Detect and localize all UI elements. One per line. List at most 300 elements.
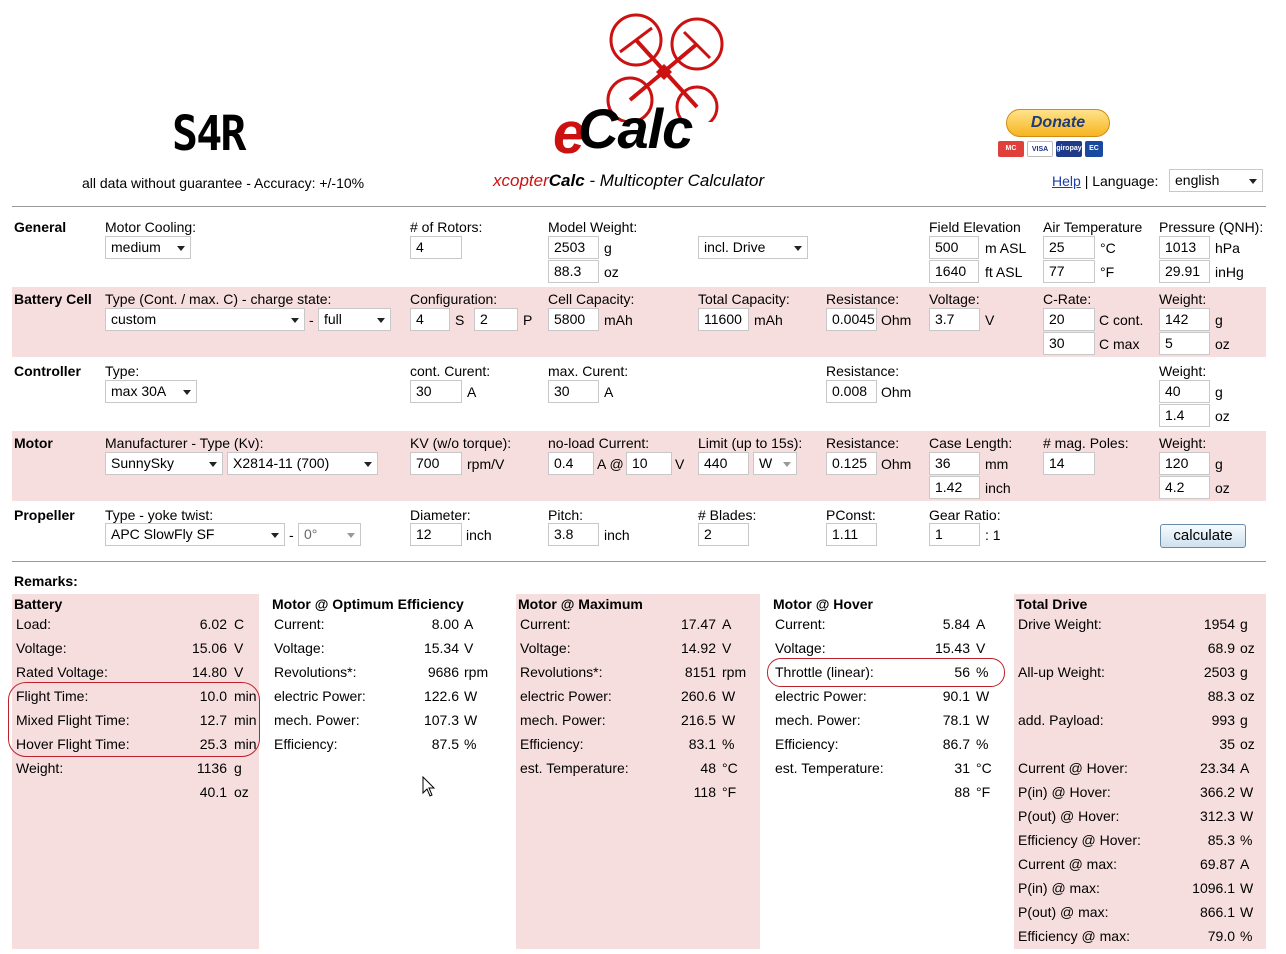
- result-row: [771, 736, 1007, 760]
- result-value: 1954: [1203, 616, 1235, 632]
- controller-weight-oz-input[interactable]: 1.4: [1159, 404, 1210, 427]
- result-unit: W: [976, 712, 990, 728]
- unit-a: A: [604, 384, 614, 400]
- gear-ratio-label: Gear Ratio:: [929, 507, 1001, 523]
- result-unit: %: [976, 664, 989, 680]
- result-row: [270, 688, 506, 712]
- result-row: [771, 688, 1007, 712]
- controller-resistance-input[interactable]: 0.008: [826, 380, 877, 403]
- model-weight-g-input[interactable]: 2503: [548, 236, 599, 259]
- result-value: 40.1: [199, 784, 227, 800]
- payment-cards: [998, 141, 1103, 157]
- crate-max-input[interactable]: 30: [1043, 332, 1095, 355]
- motor-weight-label: Weight:: [1159, 435, 1207, 451]
- result-unit: A: [464, 616, 474, 632]
- max-current-label: max. Curent:: [548, 363, 629, 379]
- result-row: [270, 640, 506, 664]
- result-value: 88: [954, 784, 970, 800]
- pitch-label: Pitch:: [548, 507, 584, 523]
- result-unit: A: [976, 616, 986, 632]
- gear-ratio-suffix: : 1: [985, 527, 1001, 543]
- motor-manufacturer-label: Manufacturer - Type (Kv):: [105, 435, 264, 451]
- brand-calc-text: Calc: [578, 97, 693, 160]
- motor-type-select[interactable]: [227, 452, 378, 475]
- unit-ohm: Ohm: [881, 384, 912, 400]
- result-value: 107.3: [423, 712, 459, 728]
- result-value: 9686: [427, 664, 459, 680]
- result-unit: W: [464, 712, 478, 728]
- result-unit: °C: [976, 760, 992, 776]
- rotors-input[interactable]: 4: [410, 236, 462, 259]
- battery-resistance-input[interactable]: 0.0045: [826, 308, 877, 331]
- result-unit: V: [234, 664, 244, 680]
- result-unit: °C: [722, 760, 738, 776]
- unit-oz: oz: [1215, 408, 1230, 424]
- result-unit: min: [234, 688, 257, 704]
- hover-panel-title: Motor @ Hover: [773, 596, 873, 612]
- result-label: Voltage:: [520, 640, 571, 656]
- air-temp-f-input[interactable]: 77: [1043, 260, 1095, 283]
- unit-oz: oz: [1215, 480, 1230, 496]
- result-label: Voltage:: [775, 640, 826, 656]
- result-row: [1014, 760, 1266, 784]
- result-unit: %: [1240, 832, 1253, 848]
- result-unit: g: [1240, 712, 1248, 728]
- model-weight-oz-input[interactable]: 88.3: [548, 260, 599, 283]
- result-unit: W: [1240, 904, 1254, 920]
- result-unit: W: [722, 688, 736, 704]
- result-label: Current:: [274, 616, 325, 632]
- result-label: Efficiency @ max:: [1018, 928, 1130, 944]
- result-row: [12, 640, 259, 664]
- result-value: 15.06: [191, 640, 227, 656]
- limit-label: Limit (up to 15s):: [698, 435, 803, 451]
- help-language-area: [1052, 173, 1158, 189]
- unit-oz: oz: [1215, 336, 1230, 352]
- total-capacity-input[interactable]: 11600: [698, 308, 749, 331]
- result-label: Revolutions*:: [520, 664, 603, 680]
- result-value: 14.92: [680, 640, 716, 656]
- result-row: [1014, 640, 1266, 664]
- rotors-label: # of Rotors:: [410, 219, 483, 235]
- result-value: 17.47: [680, 616, 716, 632]
- unit-mah: mAh: [604, 312, 633, 328]
- model-weight-label: Model Weight:: [548, 219, 638, 235]
- donate-button[interactable]: Donate: [1006, 109, 1110, 137]
- result-value: 31: [954, 760, 970, 776]
- result-value: 366.2: [1199, 784, 1235, 800]
- gear-ratio-input[interactable]: 1: [929, 523, 980, 546]
- help-link[interactable]: Help: [1052, 173, 1081, 189]
- result-value: 8.00: [431, 616, 459, 632]
- unit-oz: oz: [604, 264, 619, 280]
- controller-resistance-label: Resistance:: [826, 363, 900, 379]
- mouse-cursor-icon: [422, 776, 438, 798]
- chevron-down-icon: [347, 533, 355, 538]
- result-row: [516, 736, 760, 760]
- pconst-label: PConst:: [826, 507, 876, 523]
- prop-type-select[interactable]: [105, 523, 285, 546]
- result-row: [270, 736, 506, 760]
- result-label: Voltage:: [16, 640, 67, 656]
- result-label: est. Temperature:: [520, 760, 629, 776]
- result-unit: W: [1240, 880, 1254, 896]
- result-value: 69.87: [1199, 856, 1235, 872]
- cell-voltage-label: Voltage:: [929, 291, 980, 307]
- result-unit: V: [234, 640, 244, 656]
- noload-current-label: no-load Current:: [548, 435, 650, 451]
- giropay-icon: giropay: [1056, 141, 1082, 157]
- result-row: [1014, 664, 1266, 688]
- diameter-label: Diameter:: [410, 507, 471, 523]
- result-value: 25.3: [199, 736, 227, 752]
- controller-label: Controller: [14, 363, 81, 379]
- unit-g: g: [1215, 312, 1223, 328]
- battery-dash: -: [309, 312, 314, 328]
- result-value: 88.3: [1207, 688, 1235, 704]
- cell-voltage-input[interactable]: 3.7: [929, 308, 980, 331]
- result-label: Current:: [520, 616, 571, 632]
- total-drive-panel: [1014, 594, 1266, 949]
- help-separator: |: [1084, 173, 1089, 189]
- unit-g: g: [1215, 456, 1223, 472]
- chevron-down-icon: [1249, 179, 1257, 184]
- result-row: [270, 616, 506, 640]
- result-value: 2503: [1203, 664, 1235, 680]
- result-unit: min: [234, 712, 257, 728]
- result-unit: %: [976, 736, 989, 752]
- result-unit: W: [976, 688, 990, 704]
- unit-m-asl: m ASL: [985, 240, 1027, 256]
- controller-weight-g-input[interactable]: 40: [1159, 380, 1210, 403]
- result-row: [12, 784, 259, 808]
- unit-v: V: [985, 312, 995, 328]
- result-value: 1136: [196, 760, 227, 776]
- result-value: 90.1: [942, 688, 970, 704]
- limit-input[interactable]: 440: [698, 452, 749, 475]
- mastercard-icon: MC: [998, 141, 1024, 157]
- battery-type-select[interactable]: [105, 308, 305, 331]
- unit-g: g: [604, 240, 612, 256]
- result-label: Load:: [16, 616, 52, 632]
- prop-type-label: Type - yoke twist:: [105, 507, 214, 523]
- result-label: mech. Power:: [520, 712, 606, 728]
- chevron-down-icon: [209, 462, 217, 467]
- chevron-down-icon: [183, 390, 191, 395]
- pitch-input[interactable]: 3.8: [548, 523, 599, 546]
- air-temp-c-input[interactable]: 25: [1043, 236, 1095, 259]
- battery-weight-g-input[interactable]: 142: [1159, 308, 1210, 331]
- pressure-inhg-input[interactable]: 29.91: [1159, 260, 1210, 283]
- result-label: P(out) @ max:: [1018, 904, 1109, 920]
- result-unit: V: [722, 640, 732, 656]
- result-value: 85.3: [1207, 832, 1235, 848]
- result-value: 260.6: [680, 688, 716, 704]
- language-label: Language:: [1092, 173, 1159, 189]
- result-label: Throttle (linear):: [775, 664, 874, 680]
- result-value: 6.02: [199, 616, 227, 632]
- result-unit: V: [464, 640, 474, 656]
- controller-type-value: max 30A: [111, 383, 167, 399]
- visa-icon: VISA: [1027, 141, 1053, 157]
- case-length-inch-input[interactable]: 1.42: [929, 476, 980, 499]
- cont-current-input[interactable]: 30: [410, 380, 462, 403]
- controller-type-select[interactable]: [105, 380, 197, 403]
- prop-type-value: APC SlowFly SF: [111, 526, 215, 542]
- unit-c-cont: C cont.: [1099, 312, 1144, 328]
- result-row: [1014, 616, 1266, 640]
- result-unit: W: [1240, 808, 1254, 824]
- result-label: Drive Weight:: [1018, 616, 1102, 632]
- unit-mah-total: mAh: [754, 312, 783, 328]
- result-unit: A: [1240, 760, 1250, 776]
- kv-input[interactable]: 700: [410, 452, 462, 475]
- result-label: All-up Weight:: [1018, 664, 1105, 680]
- crate-cont-input[interactable]: 20: [1043, 308, 1095, 331]
- unit-ohm: Ohm: [881, 312, 912, 328]
- result-label: P(in) @ Hover:: [1018, 784, 1111, 800]
- unit-inch: inch: [604, 527, 630, 543]
- elevation-ft-input[interactable]: 1640: [929, 260, 979, 283]
- header-divider: [12, 206, 1266, 207]
- app-title: [493, 171, 764, 191]
- result-row: [270, 664, 506, 688]
- configuration-label: Configuration:: [410, 291, 498, 307]
- pressure-hpa-input[interactable]: 1013: [1159, 236, 1210, 259]
- unit-mm: mm: [985, 456, 1009, 472]
- pconst-input[interactable]: 1.11: [826, 523, 877, 546]
- result-label: est. Temperature:: [775, 760, 884, 776]
- unit-ohm: Ohm: [881, 456, 912, 472]
- unit-a: A: [467, 384, 477, 400]
- maximum-panel-title: Motor @ Maximum: [518, 596, 643, 612]
- result-unit: min: [234, 736, 257, 752]
- controller-type-label: Type:: [105, 363, 140, 379]
- motor-cooling-label: Motor Cooling:: [105, 219, 197, 235]
- chevron-down-icon: [271, 533, 279, 538]
- language-select[interactable]: [1169, 169, 1263, 192]
- flight-time-highlight: [8, 682, 260, 757]
- unit-c-max: C max: [1099, 336, 1140, 352]
- unit-celsius: °C: [1100, 240, 1116, 256]
- result-label: Hover Flight Time:: [16, 736, 130, 752]
- calculate-button[interactable]: calculate: [1160, 524, 1246, 548]
- result-label: Voltage:: [274, 640, 325, 656]
- result-label: P(out) @ Hover:: [1018, 808, 1120, 824]
- battery-weight-oz-input[interactable]: 5: [1159, 332, 1210, 355]
- diameter-input[interactable]: 12: [410, 523, 462, 546]
- result-row: [771, 616, 1007, 640]
- mag-poles-input[interactable]: 14: [1043, 452, 1095, 475]
- result-row: [516, 712, 760, 736]
- result-row: [771, 784, 1007, 808]
- elevation-m-input[interactable]: 500: [929, 236, 979, 259]
- result-label: add. Payload:: [1018, 712, 1104, 728]
- yoke-twist-value: 0°: [304, 526, 318, 542]
- result-unit: C: [234, 616, 245, 632]
- motor-manufacturer-select[interactable]: [105, 452, 223, 475]
- unit-s: S: [455, 312, 465, 328]
- result-value: 87.5: [431, 736, 459, 752]
- result-label: Flight Time:: [16, 688, 89, 704]
- charge-state-select[interactable]: [318, 308, 391, 331]
- result-value: 68.9: [1207, 640, 1235, 656]
- result-value: 14.80: [191, 664, 227, 680]
- result-label: Rated Voltage:: [16, 664, 108, 680]
- result-unit: °F: [976, 784, 991, 800]
- blades-input[interactable]: 2: [698, 523, 749, 546]
- chevron-down-icon: [377, 318, 385, 323]
- field-elevation-label: Field Elevation: [929, 219, 1021, 235]
- result-label: Efficiency:: [520, 736, 584, 752]
- result-unit: rpm: [464, 664, 489, 680]
- cell-capacity-label: Cell Capacity:: [548, 291, 635, 307]
- result-value: 83.1: [688, 736, 716, 752]
- result-value: 56: [954, 664, 970, 680]
- crate-label: C-Rate:: [1043, 291, 1092, 307]
- brand-e-letter: e: [553, 101, 586, 166]
- chevron-down-icon: [177, 246, 185, 251]
- remarks-label: Remarks:: [14, 573, 78, 589]
- result-value: 866.1: [1199, 904, 1235, 920]
- result-row: [1014, 784, 1266, 808]
- result-row: [516, 664, 760, 688]
- battery-type-label: Type (Cont. / max. C) - charge state:: [105, 291, 332, 307]
- result-label: Current @ max:: [1018, 856, 1118, 872]
- result-unit: g: [1240, 616, 1248, 632]
- case-length-label: Case Length:: [929, 435, 1013, 451]
- result-row: [1014, 736, 1266, 760]
- series-input[interactable]: 4: [410, 308, 450, 331]
- yoke-twist-select[interactable]: [298, 523, 361, 546]
- motor-weight-oz-input[interactable]: 4.2: [1159, 476, 1210, 499]
- battery-type-value: custom: [111, 311, 157, 327]
- result-value: 78.1: [942, 712, 970, 728]
- result-value: 12.7: [199, 712, 227, 728]
- s4r-logo: S4R: [172, 106, 245, 162]
- battery-results-panel: [12, 594, 259, 949]
- motor-type-value: X2814-11 (700): [233, 455, 330, 471]
- accuracy-disclaimer: all data without guarantee - Accuracy: +/-10%: [82, 175, 365, 191]
- result-label: Mixed Flight Time:: [16, 712, 130, 728]
- result-row: [270, 712, 506, 736]
- chevron-down-icon: [364, 462, 372, 467]
- motor-cooling-value: medium: [111, 239, 161, 255]
- motor-weight-g-input[interactable]: 120: [1159, 452, 1210, 475]
- result-label: mech. Power:: [274, 712, 360, 728]
- blades-label: # Blades:: [698, 507, 757, 523]
- battery-panel-title: Battery: [14, 596, 63, 612]
- air-temp-label: Air Temperature: [1043, 219, 1143, 235]
- kv-label: KV (w/o torque):: [410, 435, 512, 451]
- noload-voltage-input[interactable]: 10: [626, 452, 672, 475]
- result-unit: °F: [722, 784, 737, 800]
- result-label: Current @ Hover:: [1018, 760, 1128, 776]
- maximum-results-panel: [516, 594, 760, 949]
- result-label: electric Power:: [775, 688, 867, 704]
- battery-resistance-label: Resistance:: [826, 291, 900, 307]
- result-label: Revolutions*:: [274, 664, 357, 680]
- result-row: [1014, 808, 1266, 832]
- result-label: electric Power:: [274, 688, 366, 704]
- drive-weight-select[interactable]: [698, 236, 808, 259]
- total-panel-title: Total Drive: [1016, 596, 1088, 612]
- results-divider: [12, 561, 1266, 562]
- battery-weight-label: Weight:: [1159, 291, 1207, 307]
- limit-unit-select[interactable]: [753, 452, 797, 475]
- propeller-label: Propeller: [14, 507, 75, 523]
- unit-inch: inch: [466, 527, 492, 543]
- motor-resistance-input[interactable]: 0.125: [826, 452, 877, 475]
- chevron-down-icon: [291, 318, 299, 323]
- unit-inhg: inHg: [1215, 264, 1244, 280]
- drive-weight-value: incl. Drive: [704, 239, 766, 255]
- result-row: [516, 616, 760, 640]
- result-row: [516, 688, 760, 712]
- title-suffix: - Multicopter Calculator: [584, 171, 765, 190]
- unit-rpmv: rpm/V: [467, 456, 505, 472]
- result-value: 122.6: [423, 688, 459, 704]
- result-row: [1014, 904, 1266, 928]
- max-current-input[interactable]: 30: [548, 380, 599, 403]
- parallel-input[interactable]: 2: [474, 308, 518, 331]
- result-unit: g: [234, 760, 242, 776]
- motor-cooling-select[interactable]: [105, 236, 191, 259]
- result-value: 8151: [684, 664, 716, 680]
- result-value: 86.7: [942, 736, 970, 752]
- result-label: electric Power:: [520, 688, 612, 704]
- chevron-down-icon: [783, 462, 791, 467]
- result-unit: oz: [1240, 736, 1255, 752]
- result-value: 118: [693, 784, 716, 800]
- unit-a-at: A @: [597, 456, 624, 472]
- ec-icon: EC: [1085, 141, 1103, 157]
- result-row: [771, 760, 1007, 784]
- battery-cell-label: Battery Cell: [14, 291, 92, 307]
- result-row: [12, 616, 259, 640]
- noload-current-input[interactable]: 0.4: [548, 452, 594, 475]
- result-row: [1014, 856, 1266, 880]
- limit-unit-value: W: [759, 455, 773, 471]
- result-row: [516, 784, 760, 808]
- unit-g: g: [1215, 384, 1223, 400]
- language-value: english: [1175, 172, 1220, 188]
- result-label: Efficiency:: [775, 736, 839, 752]
- result-value: 23.34: [1199, 760, 1235, 776]
- result-value: 15.34: [423, 640, 459, 656]
- result-unit: %: [722, 736, 735, 752]
- unit-fahrenheit: °F: [1100, 264, 1115, 280]
- result-unit: oz: [1240, 688, 1255, 704]
- result-value: 5.84: [942, 616, 970, 632]
- cont-current-label: cont. Curent:: [410, 363, 491, 379]
- unit-v: V: [675, 456, 685, 472]
- result-unit: rpm: [722, 664, 747, 680]
- unit-ft-asl: ft ASL: [985, 264, 1023, 280]
- result-unit: %: [464, 736, 477, 752]
- result-value: 216.5: [680, 712, 716, 728]
- motor-resistance-label: Resistance:: [826, 435, 900, 451]
- result-value: 35: [1219, 736, 1235, 752]
- cell-capacity-input[interactable]: 5800: [548, 308, 599, 331]
- result-value: 10.0: [199, 688, 227, 704]
- chevron-down-icon: [794, 246, 802, 251]
- result-value: 79.0: [1207, 928, 1235, 944]
- unit-inch: inch: [985, 480, 1011, 496]
- result-value: 15.43: [934, 640, 970, 656]
- case-length-mm-input[interactable]: 36: [929, 452, 980, 475]
- result-label: P(in) @ max:: [1018, 880, 1100, 896]
